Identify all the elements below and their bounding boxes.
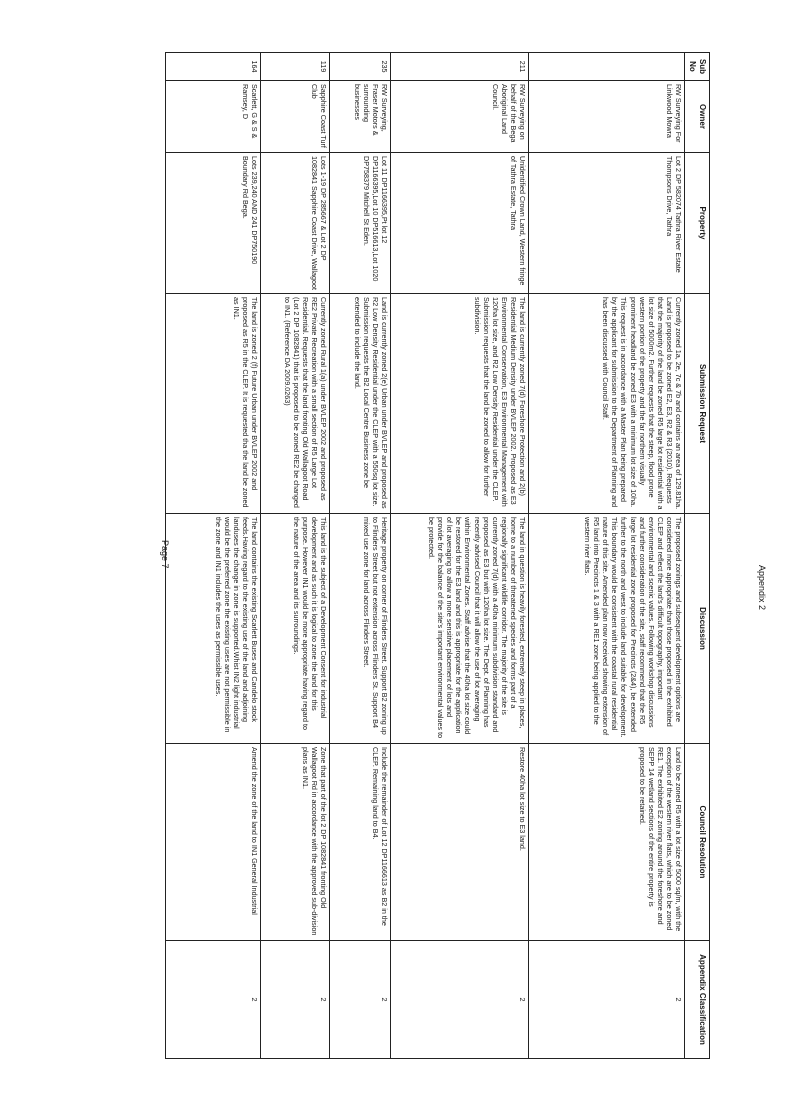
submissions-table: [165, 52, 710, 1059]
submission-cell: Currently zoned Rural 1(a) under BVLEP 2002 and proposed as RE2 Private Recreation with a small section of R5 Large Lot Residential. Requests that the land fronting Old Wallagoot Road (Lot 2 DP 1082841) that is proposed to be zoned RE2 be changed to IN1. (Reference DA 2009.0263): [260, 294, 329, 514]
discussion-cell: The proposed zonings and subsequent development options are considered more appropriate than those proposed in the exhibited CLEP and reflect the land's difficult topography, important environmental and scenic values. Following workshop discussions and further consideration of the site, staff recommend that the R5 large lot residential zone proposed for Precincts (2&4), be extended further to the north and west to include land suitable for development. This boundary would be consistent with the coastal rural residential nature of this site. Amended plan now received showing extension of R5 land into Precincts 1 & 3 with a RE1 zone being applied to the western river flats.: [528, 514, 684, 744]
discussion-cell: The land in question is heavily forested, extremely steep in places, home to a number of threatened species and forms part of a regionally significant wildlife corridor. The majority of the site is currently zoned 7(d) with a 40ha minimum subdivision standard and proposed as E3 but with 120ha lot size. The Dept. of Planning has recently advised Council that it will allow the use of lot averaging within Environmental Zones. Staff advise that the 40ha lot size could be restored for the E3 land and this is appropriate for the application of lot averaging to allow a more sensitive placement of lots and provide for the balance of the site's important environmental values to be protected.: [390, 514, 528, 744]
table-row: [260, 53, 329, 1059]
property-cell: Lots 239,240 AND 241 DP750190 Boundary Rd Bega.: [165, 153, 260, 294]
table-row: [528, 53, 684, 1059]
header-appendix-classification: Appendix Classification: [684, 941, 709, 1059]
resolution-cell: Zone that part of the lot 2 DP 1082841 fronting Old Wallagoot Rd in accordance with the approved sub-division plans as IN1.: [260, 744, 329, 941]
header-property: Property: [684, 153, 709, 294]
header-discussion: Discussion: [684, 514, 709, 744]
discussion-cell: The land contains the existing Scarlett Buses and Candelo stock feeds.Having regard to the existing use of the land and adjoining landuses the change in zone is supported.Whist IN2 light industrial would be the preferred zone the existing uses are not permissible in the zone and IN1 includes the uses as permissible uses.: [165, 514, 260, 744]
classification-cell: 2: [260, 941, 329, 1059]
submissions-table-wrapper: [165, 52, 710, 1058]
table-row: [329, 53, 390, 1059]
property-cell: Lot 2 DP 582074 Tathra River Estate Thompsons Drive, Tathra: [528, 153, 684, 294]
header-sub-no: Sub No: [684, 53, 709, 81]
property-cell: Lot 11 DP1166395,Pt lot 12 DP1166395,Lot 10 DP516613,Lot 1020 DP758379 Mitchell St Eden.: [329, 153, 390, 294]
property-cell: Unidentified Crown Land, Western fringe of Tathra Estate, Tathra: [390, 153, 528, 294]
resolution-cell: Include the remainder of Lot 12 DP1166613 as B2 in the CLEP. Remaining land to B4.: [329, 744, 390, 941]
owner-cell: RW Surveying, Fraser Motors & surrounding businesses: [329, 81, 390, 153]
resolution-cell: Restore 40ha lot size to E3 land.: [390, 744, 528, 941]
classification-cell: 2: [329, 941, 390, 1059]
submission-cell: Currently zoned 1a, 2e, 7c & 7b and contains an area of 129.81ha. Land is proposed to be zoned E2, E3, R2 & R3 (2010). Requests that the majority of the land be zoned R5 large lot residential with a lot size of 5000m2. Further requests that the steep, flood prone western portion of the property and the far northern visually prominent headland be zoned E3 with a minimum lot size of 10ha. This request is in accordance with a Master Plan being prepared by the applicant for submission to the Department of Planning and has been discussed with Council Staff.: [528, 294, 684, 514]
page-number-label: Page 7: [160, 540, 170, 569]
sub-no-cell: 119: [260, 53, 329, 81]
property-cell: Lots 1-19 DP 285667 & Lot 2 DP 1082841 Sapphire Coast Drive, Wallagoot: [260, 153, 329, 294]
owner-cell: Scarlett, G & S & Ramsey, D: [165, 81, 260, 153]
header-submission-request: Submission Request: [684, 294, 709, 514]
discussion-cell: Heritage property on corner of Flinders Street. Support B2 zoning up to Flinders Street but not extension across Flinders St. Support B4 mixed use zone for land across Flinders Street.: [329, 514, 390, 744]
owner-cell: Sapphire Coast Turf Club: [260, 81, 329, 153]
header-owner: Owner: [684, 81, 709, 153]
table-header-row: [684, 53, 709, 1059]
table-row: [390, 53, 528, 1059]
resolution-cell: Land to be zoned R5 with a lot size of 5000 sq/m, with the exception of the western river flats, which are to be zoned RE1. The exhibited E2 zoning around the foreshore and SEPP 14 wetland sections of the entire property is proposed to be retained.: [528, 744, 684, 941]
submission-cell: The land is currently zoned 7(d) Foreshore Protection and 2(b) Residential Medium Density under BVLEP 2002. Proposed as E3 Environmental Conservation, E3 Environmental Management with 120ha lot size, and R2 Low Density Residential under the CLEP. Submission requests that the land be zoned to allow for further subdivision.: [390, 294, 528, 514]
submission-cell: Land is currently zoned 2(e) Urban under BVLEP and proposed as R2 Low Density Residential under the CLEP with a 550sq lot size. Submission requests the B2 Local Centre Business zone be extended to include the land.: [329, 294, 390, 514]
sub-no-cell: 211: [390, 53, 528, 81]
table-row: [165, 53, 260, 1059]
sub-no-cell: 235: [329, 53, 390, 81]
classification-cell: 2: [165, 941, 260, 1059]
owner-cell: RW Surveying on behalf of the Bega Aboriginal Land Council.: [390, 81, 528, 153]
sub-no-cell: [528, 53, 684, 81]
submission-cell: The land is zoned 2 (f) Future Urban under BVLEP 2002 and proposed as R5 in the CLEP. It is requested tha the land be zoned as IN1.: [165, 294, 260, 514]
discussion-cell: This land is the subject of a Development Consent for industrial development and as such it is logical to zone the land for this purpose. However IN1 would be more appropriate having regard to the nature of the area and its surroundings.: [260, 514, 329, 744]
owner-cell: RW Surveying For Linkwood Mowra: [528, 81, 684, 153]
header-council-resolution: Council Resolution: [684, 744, 709, 941]
classification-cell: 2: [390, 941, 528, 1059]
classification-cell: 2: [528, 941, 684, 1059]
appendix-note: Appendix 2: [757, 565, 767, 611]
sub-no-cell: 164: [165, 53, 260, 81]
resolution-cell: Amend the zone of the land to IN1 General Industrial: [165, 744, 260, 941]
